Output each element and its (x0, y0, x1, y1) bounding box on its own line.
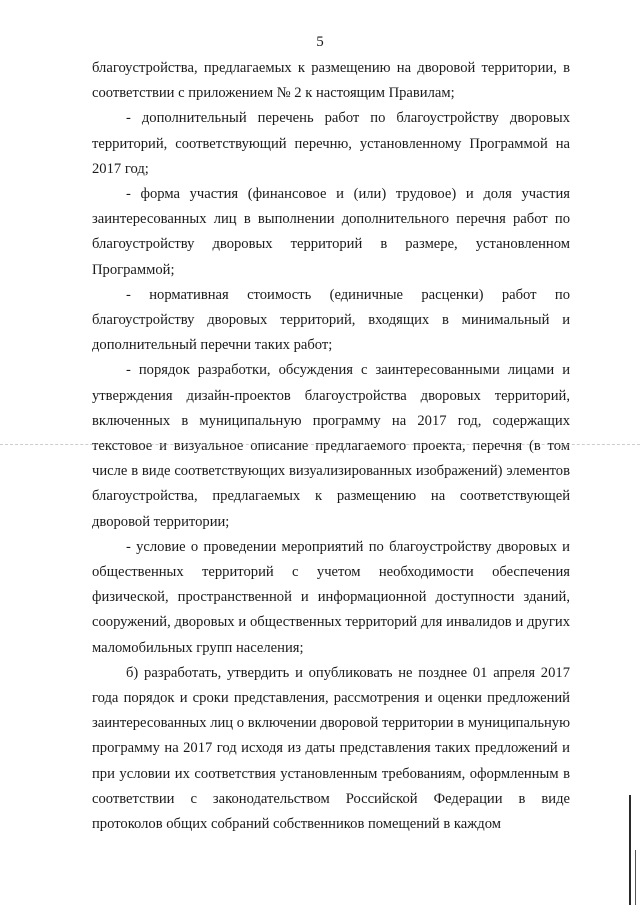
scan-artifact-line (0, 444, 640, 445)
paragraph-accessibility-condition: - условие о проведении мероприятий по благоустройству дворовых и общественных территорий с учетом необходимости обеспечения физической, пространственной и информационной доступности зданий, сооружений, дворовых и общественных территорий для инвалидов и других маломобильных групп населения; (92, 538, 570, 656)
paragraph-normative-cost: - нормативная стоимость (единичные расценки) работ по благоустройству дворовых территорий, входящих в минимальный и дополнительный перечни таких работ; (92, 286, 570, 354)
paragraph-additional-works-list: - дополнительный перечень работ по благоустройству дворовых территорий, соответствующий перечню, установленному Программой на 2017 год; (92, 110, 570, 177)
document-body (92, 56, 570, 837)
scan-edge-mark-secondary (635, 850, 636, 905)
paragraph-participation-form: - форма участия (финансовое и (или) трудовое) и доля участия заинтересованных лиц в выполнении дополнительного перечня работ по благоустройству дворовых территорий в размере, установленном Программой; (92, 186, 570, 278)
paragraph-design-projects: - порядок разработки, обсуждения с заинтересованными лицами и утверждения дизайн-проектов благоустройства дворовых территорий, включенных в муниципальную программу на 2017 год, содержащих текстовое и визуальное описание предлагаемого проекта, перечня (в том числе в виде соответствующих визуализированных изображений) элементов благоустройства, предлагаемых к размещению на соответствующей дворовой территории; (92, 362, 570, 530)
paragraph-item-b: б) разработать, утвердить и опубликовать не позднее 01 апреля 2017 года порядок и сроки представления, рассмотрения и оценки предложений заинтересованных лиц о включении дворовой территории в муниципальную программу на 2017 год исходя из даты представления таких предложений и при условии их соответствия установленным требованиям, оформленным в соответствии с законодательством Российской Федерации в виде протоколов общих собраний собственников помещений в каждом (92, 664, 570, 833)
page-number: 5 (316, 34, 324, 50)
paragraph-continuation: благоустройства, предлагаемых к размещению на дворовой территории, в соответствии с приложением № 2 к настоящим Правилам; (92, 60, 570, 102)
scan-edge-mark (629, 795, 631, 905)
